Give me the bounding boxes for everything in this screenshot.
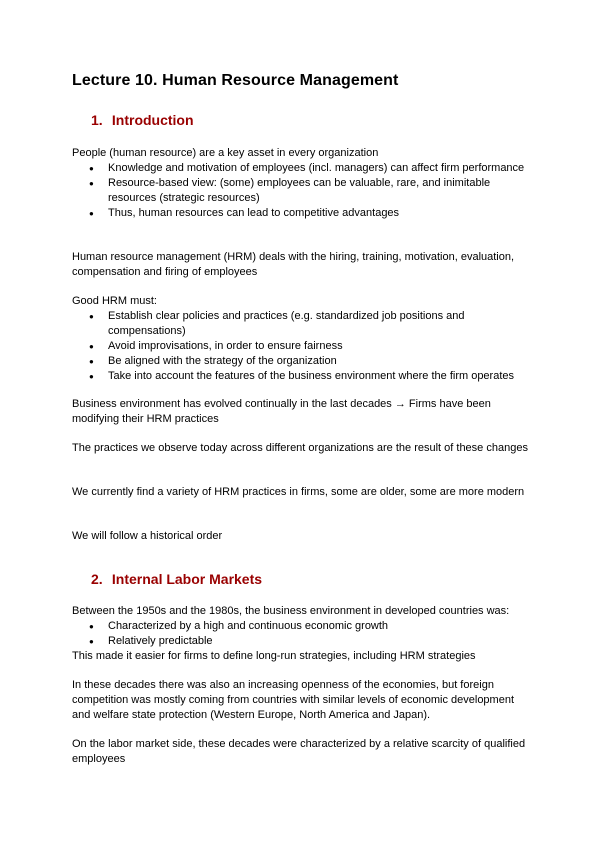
list-item: ● Resource-based view: (some) employees can be valuable, rare, and inimitable resources (strategic resources) bbox=[72, 176, 532, 206]
paragraph-historical: We will follow a historical order bbox=[72, 530, 223, 542]
paragraph-hrm-definition: Human resource management (HRM) deals with the hiring, training, motivation, evaluation, compensation and firing of employees bbox=[72, 251, 515, 278]
document-title: Lecture 10. Human Resource Management bbox=[72, 72, 399, 89]
list-item: ● Avoid improvisations, in order to ensure fairness bbox=[72, 339, 532, 354]
section-title: Internal Labor Markets bbox=[111, 571, 263, 587]
list-item: ● Relatively predictable bbox=[72, 634, 532, 649]
section-heading-introduction bbox=[91, 112, 194, 128]
paragraph-evolution: Business environment has evolved continually in the last decades → Firms have been modifying their HRM practices bbox=[72, 398, 491, 425]
list-item: ● Characterized by a high and continuous economic growth bbox=[72, 619, 532, 634]
paragraph-variety: We currently find a variety of HRM practices in firms, some are older, some are more modern bbox=[72, 486, 525, 498]
paragraph-environment: Between the 1950s and the 1980s, the business environment in developed countries was: bbox=[72, 605, 510, 617]
paragraph-openness: In these decades there was also an increasing openness of the economies, but foreign competition was mostly coming from countries with similar levels of economic development and welfare state protection (Western Europe, North America and Japan). bbox=[72, 679, 515, 721]
bullet-list-assets bbox=[72, 161, 532, 221]
paragraph-good-hrm: Good HRM must: bbox=[72, 295, 157, 307]
list-item: ● Thus, human resources can lead to competitive advantages bbox=[72, 206, 532, 221]
bullet-list-good-hrm bbox=[72, 309, 532, 384]
list-item: ● Take into account the features of the business environment where the firm operates bbox=[72, 369, 532, 384]
bullet-list-environment bbox=[72, 619, 532, 649]
section-heading-internal-labor-markets bbox=[91, 571, 262, 587]
paragraph-key-asset: People (human resource) are a key asset in every organization bbox=[72, 147, 379, 159]
list-item: ● Be aligned with the strategy of the organization bbox=[72, 354, 532, 369]
list-item: ● Knowledge and motivation of employees (incl. managers) can affect firm performance bbox=[72, 161, 532, 176]
paragraph-strategy: This made it easier for firms to define long-run strategies, including HRM strategies bbox=[72, 650, 476, 662]
paragraph-labor-market: On the labor market side, these decades were characterized by a relative scarcity of qualified employees bbox=[72, 738, 526, 765]
section-number: 2. bbox=[91, 571, 103, 587]
section-title: Introduction bbox=[111, 112, 194, 128]
paragraph-practices: The practices we observe today across different organizations are the result of these changes bbox=[72, 442, 528, 454]
section-number: 1. bbox=[91, 112, 103, 128]
list-item: ● Establish clear policies and practices (e.g. standardized job positions and compensations) bbox=[72, 309, 532, 339]
